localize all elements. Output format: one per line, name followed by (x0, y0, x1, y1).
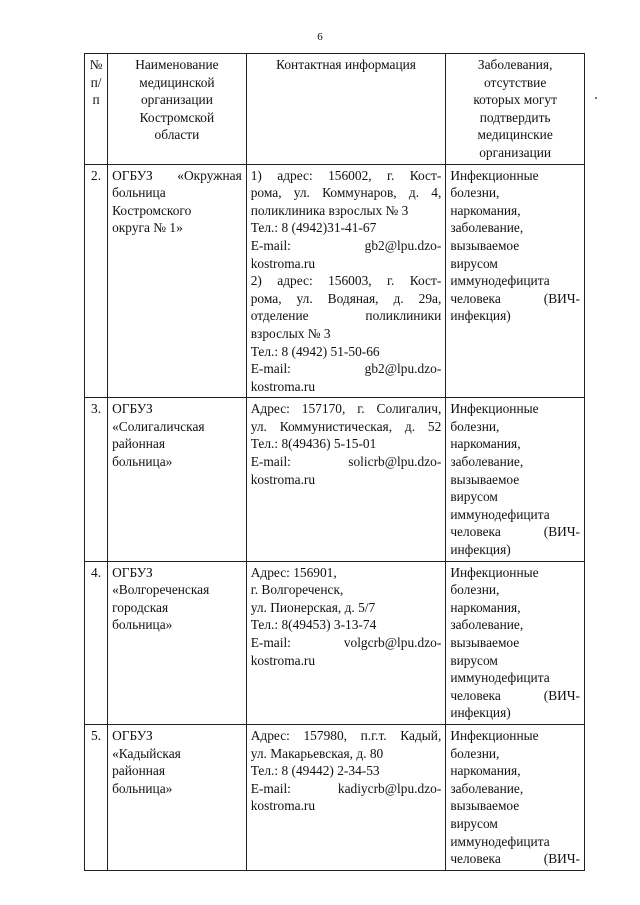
header-organization-name: Наименование медицинской организации Костромской области (108, 54, 247, 165)
organization-name: ОГБУЗ «Кадыйская районная больница» (108, 724, 247, 870)
header-num: № п/п (85, 54, 108, 165)
page-number: 6 (317, 31, 323, 43)
diseases-list: Инфекционные болезни, наркомания, заболевание, вызываемое вирусом иммунодефицита человека (ВИЧ- инфекция) (446, 398, 585, 561)
diseases-list: Инфекционные болезни, наркомания, заболевание, вызываемое вирусом иммунодефицита человека (ВИЧ- инфекция) (446, 561, 585, 724)
header-contact-info: Контактная информация (246, 54, 446, 165)
organization-name: ОГБУЗ «Волгореченская городская больница» (108, 561, 247, 724)
table-row (85, 561, 585, 724)
organization-name: ОГБУЗ «Окружная больница Костромского округа № 1» (108, 164, 247, 398)
diseases-list: Инфекционные болезни, наркомания, заболевание, вызываемое вирусом иммунодефицита человека (ВИЧ- инфекция) (446, 164, 585, 398)
scan-speck (595, 97, 597, 99)
header-diseases: Заболевания, отсутствие которых могут подтвердить медицинские организации (446, 54, 585, 165)
row-number: 5. (85, 724, 108, 870)
diseases-list: Инфекционные болезни, наркомания, заболевание, вызываемое вирусом иммунодефицита человека (ВИЧ- (446, 724, 585, 870)
contact-info: Адрес: 157170, г. Солигалич, ул. Коммунистическая, д. 52 Тел.: 8(49436) 5-15-01 E-mail: solicrb@lpu.dzo- kostroma.ru (246, 398, 446, 561)
contact-info: Адрес: 157980, п.г.т. Кадый, ул. Макарьевская, д. 80 Тел.: 8 (49442) 2-34-53 E-mail: kadiycrb@lpu.dzo- kostroma.ru (246, 724, 446, 870)
table-row (85, 398, 585, 561)
row-number: 3. (85, 398, 108, 561)
table-row (85, 724, 585, 870)
contact-info: 1) адрес: 156002, г. Кост- рома, ул. Коммунаров, д. 4, поликлиника взрослых № 3 Тел.: 8 (4942)31-41-67 E-mail: gb2@lpu.dzo- kostroma.ru 2) адрес: 156003, г. Кост- рома, ул. Водяная, д. 29а, отделение поликлиники взрослых № 3 Тел.: 8 (4942) 51-50-66 E-mail: gb2@lpu.dzo- kostroma.ru (246, 164, 446, 398)
organization-name: ОГБУЗ «Солигаличская районная больница» (108, 398, 247, 561)
contact-info: Адрес: 156901, г. Волгореченск, ул. Пионерская, д. 5/7 Тел.: 8(49453) 3-13-74 E-mail: volgcrb@lpu.dzo- kostroma.ru (246, 561, 446, 724)
row-number: 2. (85, 164, 108, 398)
medical-organizations-table (84, 53, 585, 871)
table-row (85, 164, 585, 398)
table-header-row (85, 54, 585, 165)
row-number: 4. (85, 561, 108, 724)
